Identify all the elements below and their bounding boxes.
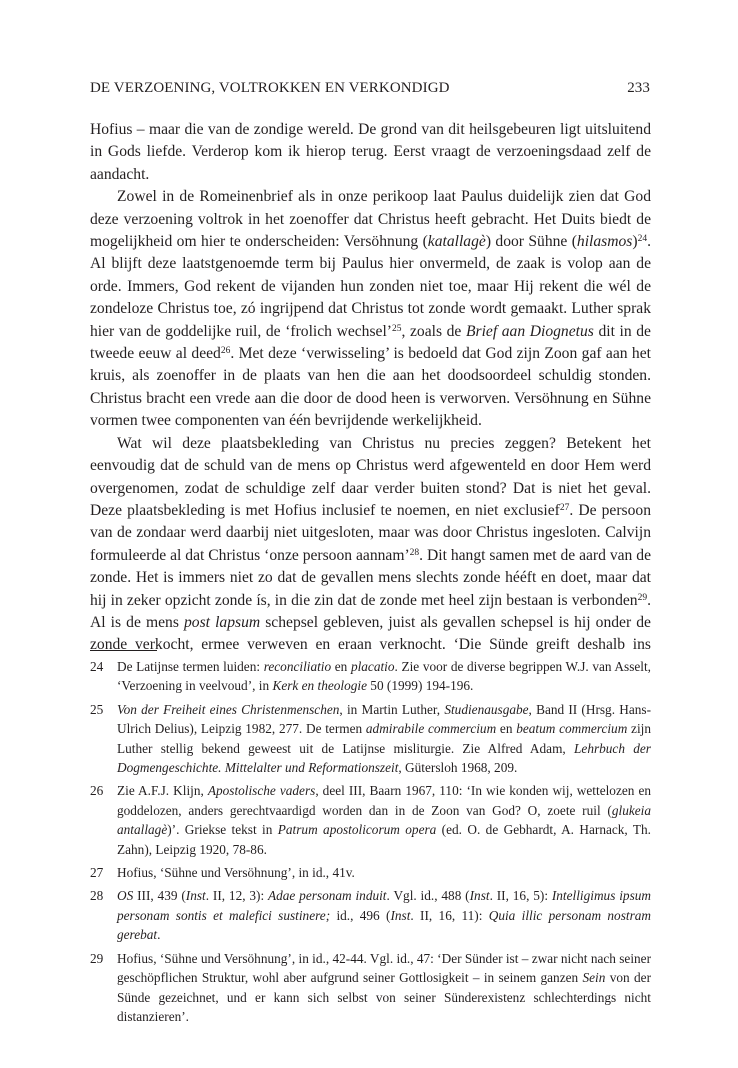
footnote-ref-29: 29 [637, 592, 648, 603]
footnote-number: 27 [90, 865, 104, 881]
footnote-ref-27: 27 [559, 502, 570, 513]
footnote-ref-24: 24 [637, 234, 648, 245]
footnote-24: 24 De Latijnse termen luiden: reconciliatio en placatio. Zie voor de diverse begrippen W.J. van Asselt, ‘Verzoening in veelvoud’, in Kerk en theologie 50 (1999) 194-196. [90, 659, 651, 694]
footnote-number: 24 [90, 659, 104, 674]
footnote-number: 25 [90, 701, 104, 717]
footnote-number: 26 [90, 783, 104, 799]
body-text [90, 119, 651, 657]
footnote-26: 26 Zie A.F.J. Klijn, Apostolische vaders, deel III, Baarn 1967, 110: ‘In wie konden wij, wettelozen en goddelozen, anders gerechtvaardigd worden dan in de Zoon van God? O, zoete ruil (glukeia antallagè)’. Griekse tekst in Patrum apostolicorum opera (ed. O. de Gebhardt, A. Harnack, Th. Zahn), Leipzig 1920, 78-86. [90, 783, 651, 857]
footnote-separator [90, 650, 157, 651]
footnote-ref-28: 28 [409, 547, 420, 558]
footnote-ref-25: 25 [391, 323, 402, 334]
footnote-27: 27 Hofius, ‘Sühne und Versöhnung’, in id., 41v. [90, 863, 651, 882]
paragraph-2: Zowel in de Romeinenbrief als in onze perikoop laat Paulus duidelijk zien dat God deze verzoening voltrok in het zoenoffer dat Christus heeft gebracht. Het Duits biedt de mogelijkheid om hier te onderscheiden: Versöhnung (katallagè) door Sühne (hilasmos)$^{24}$. Al blijft deze laatstgenoemde term bij Paulus hier onvermeld, de zaak is volop aan de orde. Immers, God rekent de vijanden hun zonden niet toe, maar Hij rekent die wél de zondeloze Christus toe, zó ingrijpend dat Christus tot zonde wordt gemaakt. Luther sprak hier van de goddelijke ruil, de ‘frolich wechsel’$^{25}$, zoals de Brief aan Diognetus dit in de tweede eeuw al deed$^{26}$. Met deze ‘verwisseling’ is bedoeld dat God zijn Zoon gaf aan het kruis, als zoenoffer in de plaats van hen die aan het doodsoordeel schuldig stonden. Christus bracht een vrede aan die door de dood heen is verworven. Versöhnung en Sühne vormen twee componenten van één bevrijdende werkelijkheid. [90, 188, 651, 430]
footnote-number: 29 [90, 950, 104, 966]
footnote-28: 28 OS III, 439 (Inst. II, 12, 3): Adae personam induit. Vgl. id., 488 (Inst. II, 16, 5): Intelligimus ipsum personam sontis et malefici sustinere; id., 496 (Inst. II, 16, 11): Quia illic personam nostram gerebat. [90, 888, 651, 943]
footnote-ref-26: 26 [220, 346, 231, 357]
running-title: DE VERZOENING, VOLTROKKEN EN VERKONDIGD [90, 80, 450, 96]
running-header [90, 77, 650, 99]
footnotes [90, 657, 651, 1030]
footnote-25: 25 Von der Freiheit eines Christenmenschen, in Martin Luther, Studienausgabe, Band II (Hrsg. Hans-Ulrich Delius), Leipzig 1982, 277. De termen admirabile commercium en beatum commercium zijn Luther stellig bekend geweest uit de Latijnse misliturgie. Zie Alfred Adam, Lehrbuch der Dogmengeschichte. Mittelalter und Reformationszeit, Gütersloh 1968, 209. [90, 701, 651, 776]
page-number: 233 [627, 80, 650, 96]
paragraph-1: Hofius – maar die van de zondige wereld. De grond van dit heilsgebeuren ligt uitsluitend in Gods liefde. Verderop kom ik hierop terug. Eerst vraagt de verzoeningsdaad zelf de aandacht. [90, 121, 651, 183]
footnote-29: 29 Hofius, ‘Sühne und Versöhnung’, in id., 42-44. Vgl. id., 47: ‘Der Sünder ist – zwar nicht nach seiner geschöpflichen Struktur, wohl aber aufgrund seiner Gottlosigkeit – in seinem ganzen Sein von der Sünde gezeichnet, und er kann sich selbst von seiner Sünderexistenz schlechterdings nicht distanzieren’. [90, 950, 651, 1024]
paragraph-3: Wat wil deze plaatsbekleding van Christus nu precies zeggen? Betekent het eenvoudig dat de schuld van de mens op Christus werd afgewenteld en door Hem werd overgenomen, zodat de schuldige zelf daar verder buiten stond? Dat is niet het geval. Deze plaatsbekleding is met Hofius inclusief te noemen, en niet exclusief$^{27}$. De persoon van de zondaar werd daarbij niet uitgesloten, maar was door Christus ingesloten. Calvijn formuleerde al dat Christus ‘onze persoon aannam’$^{28}$. Dit hangt samen met de aard van de zonde. Het is immers niet zo dat de gevallen mens slechts zonde hééft en doet, maar dat hij in zeker opzicht zonde ís, in die zin dat de zonde met heel zijn bestaan is verbonden$^{29}$. Al is de mens post lapsum schepsel gebleven, juist als gevallen schepsel is hij onder de zonde verkocht, ermee verweven en eraan verknocht. ‘Die Sünde greift deshalb ins [90, 434, 652, 654]
footnote-number: 28 [90, 888, 104, 904]
